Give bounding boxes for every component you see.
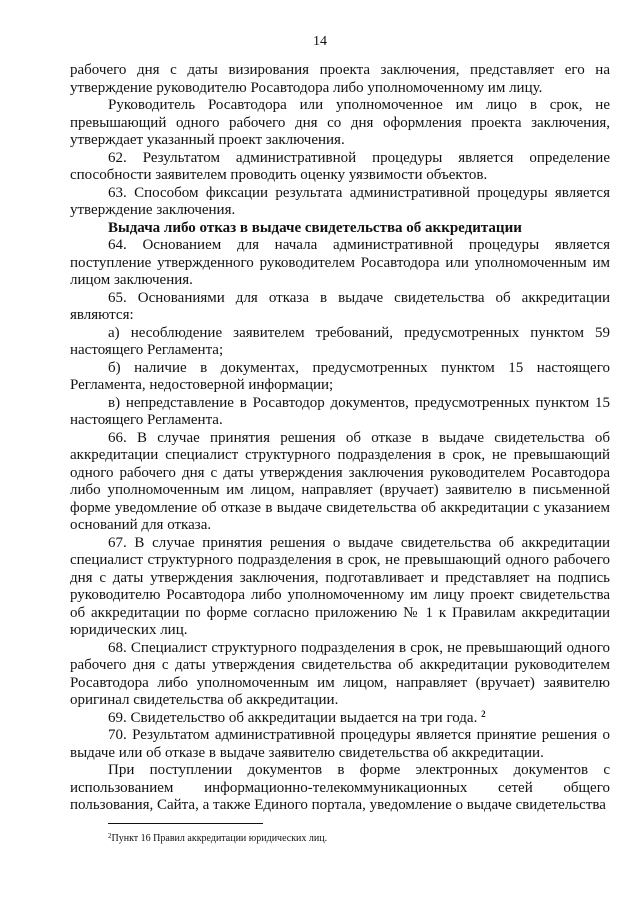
paragraph-70: 70. Результатом административной процедуры является принятие решения о выдаче или об отказе в выдаче заявителю свидетельства об аккредитации. bbox=[70, 727, 610, 761]
section-heading: Выдача либо отказ в выдаче свидетельства об аккредитации bbox=[108, 219, 522, 236]
paragraph-66: 66. В случае принятия решения об отказе в выдаче свидетельства об аккредитации специалист структурного подразделения в срок, не превышающий одного рабочего дня с даты утверждения заключения руководителем Росавтодора либо уполномоченным им лицом, направляет (вручает) заявителю в письменной форме уведомление об отказе в выдаче свидетельства об аккредитации с указанием оснований для отказа. bbox=[70, 429, 610, 533]
footnote-text: Пункт 16 Правил аккредитации юридических лиц. bbox=[111, 833, 328, 844]
document-body bbox=[70, 62, 610, 815]
paragraph-63: 63. Способом фиксации результата административной процедуры является утверждение заключения. bbox=[70, 184, 610, 218]
paragraph: Руководитель Росавтодора или уполномоченное им лицо в срок, не превышающий одного рабочего дня со дня оформления проекта заключения, утверждает указанный проект заключения. bbox=[70, 97, 610, 148]
footnote-divider bbox=[108, 823, 263, 824]
list-item-v: в) непредставление в Росавтодор документов, предусмотренных пунктом 15 настоящего Регламента. bbox=[70, 394, 610, 428]
paragraph-68: 68. Специалист структурного подразделения в срок, не превышающий одного рабочего дня с даты утверждения свидетельства об аккредитации руководителем Росавтодора либо уполномоченным им лицом, направляет (вручает) заявителю оригинал свидетельства об аккредитации. bbox=[70, 639, 610, 708]
paragraph-65: 65. Основаниями для отказа в выдаче свидетельства об аккредитации являются: bbox=[70, 289, 610, 323]
paragraph-62: 62. Результатом административной процедуры является определение способности заявителем проводить оценку уязвимости объектов. bbox=[70, 149, 610, 183]
footnote-mark: 2 bbox=[108, 832, 112, 840]
list-item-a: а) несоблюдение заявителем требований, предусмотренных пунктом 59 настоящего Регламента; bbox=[70, 324, 610, 358]
footnote bbox=[108, 833, 508, 845]
paragraph-continuation: рабочего дня с даты визирования проекта заключения, представляет его на утверждение руководителю Росавтодора либо уполномоченному им лицу. bbox=[70, 62, 610, 96]
footnote-reference: 2 bbox=[481, 708, 486, 719]
paragraph-69-text: 69. Свидетельство об аккредитации выдается на три года. bbox=[108, 709, 478, 726]
paragraph-64: 64. Основанием для начала административной процедуры является поступление утвержденного руководителем Росавтодора или уполномоченным им лицом заключения. bbox=[70, 237, 610, 288]
paragraph-67: 67. В случае принятия решения о выдаче свидетельства об аккредитации специалист структурного подразделения в срок, не превышающий одного рабочего дня с даты утверждения заключения, подготавливает и представляет на подпись руководителю Росавтодора либо уполномоченному им лицу проект свидетельства об аккредитации по форме согласно приложению № 1 к Правилам аккредитации юридических лиц. bbox=[70, 534, 610, 638]
paragraph-69 bbox=[70, 710, 610, 728]
page-number: 14 bbox=[313, 34, 327, 49]
list-item-b: б) наличие в документах, предусмотренных пунктом 15 настоящего Регламента, недостоверной информации; bbox=[70, 359, 610, 393]
paragraph-electronic: При поступлении документов в форме электронных документов с использованием информационно-телекоммуникационных сетей общего пользования, Сайта, а также Единого портала, уведомление о выдаче свидетельства bbox=[70, 762, 610, 813]
